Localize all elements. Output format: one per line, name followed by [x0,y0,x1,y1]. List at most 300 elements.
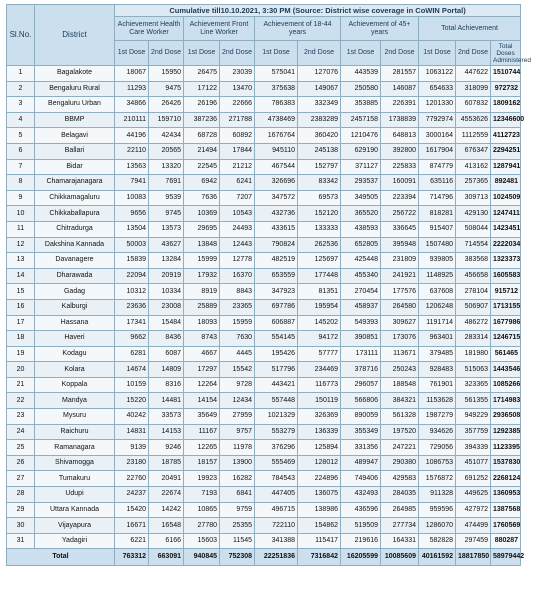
row-value: 383568 [456,253,491,269]
row-value: 297459 [456,533,491,549]
row-value: 10083 [115,190,149,206]
row-value: 392800 [381,143,419,159]
header-2nd-dose: 2nd Dose [220,41,255,66]
row-value: 1760569 [491,518,521,534]
total-value: 763312 [115,549,149,566]
row-value: 50003 [115,237,149,253]
row-value: 7636 [184,190,220,206]
row-value: 7792974 [419,112,456,128]
row-value: 6166 [149,533,184,549]
row-value: 9728 [220,377,255,393]
row-slno: 10 [7,206,35,222]
row-value: 136339 [298,424,341,440]
row-value: 561328 [381,409,419,425]
row-value: 1123395 [491,440,521,456]
row-value: 16370 [220,268,255,284]
row-slno: 17 [7,315,35,331]
row-value: 250580 [341,81,381,97]
row-value: 17341 [115,315,149,331]
row-slno: 9 [7,190,35,206]
row-value: 247221 [381,440,419,456]
table-row [7,190,521,206]
row-value: 1443546 [491,362,521,378]
row-value: 9539 [149,190,184,206]
row-value: 278104 [456,284,491,300]
row-value: 283314 [456,331,491,347]
row-value: 8436 [149,331,184,347]
row-value: 225833 [381,159,419,175]
row-value: 1714983 [491,393,521,409]
row-value: 945110 [255,143,298,159]
row-value: 489947 [341,455,381,471]
row-value: 24493 [220,221,255,237]
row-district: Kodagu [35,346,115,362]
row-value: 566806 [341,393,381,409]
row-district: Chikkaballapura [35,206,115,222]
row-district: Bidar [35,159,115,175]
row-value: 12346600 [491,112,521,128]
total-value: 18817850 [456,549,491,566]
row-value: 250243 [381,362,419,378]
row-value: 9246 [149,440,184,456]
row-district: Bagalakote [35,66,115,82]
table-row [7,487,521,503]
row-value: 939805 [419,253,456,269]
row-value: 890059 [341,409,381,425]
row-value: 607832 [456,97,491,113]
row-district: Haveri [35,331,115,347]
row-value: 635116 [419,175,456,191]
row-value: 456658 [456,268,491,284]
row-value: 482519 [255,253,298,269]
row-value: 508044 [456,221,491,237]
row-value: 7691 [149,175,184,191]
row-value: 554145 [255,331,298,347]
row-value: 23008 [149,299,184,315]
total-value: 7316842 [298,549,341,566]
row-value: 115417 [298,533,341,549]
row-value: 13573 [149,221,184,237]
row-district: Chamarajanagara [35,175,115,191]
row-value: 6942 [184,175,220,191]
row-value: 515063 [456,362,491,378]
row-value: 10334 [149,284,184,300]
row-value: 375638 [255,81,298,97]
row-value: 1617904 [419,143,456,159]
row-value: 197520 [381,424,419,440]
row-value: 1576872 [419,471,456,487]
row-value: 14242 [149,502,184,518]
total-value: 22251836 [255,549,298,566]
row-value: 915407 [419,221,456,237]
row-value: 880287 [491,533,521,549]
row-value: 1713155 [491,299,521,315]
row-value: 22094 [115,268,149,284]
row-value: 14154 [184,393,220,409]
row-value: 653559 [255,268,298,284]
row-value: 11293 [115,81,149,97]
row-district: Belagavi [35,128,115,144]
row-value: 553279 [255,424,298,440]
row-slno: 22 [7,393,35,409]
row-value: 136075 [298,487,341,503]
row-slno: 11 [7,221,35,237]
row-value: 355349 [341,424,381,440]
row-value: 195426 [255,346,298,362]
row-value: 697786 [255,299,298,315]
row-value: 1201330 [419,97,456,113]
table-row [7,362,521,378]
row-value: 557448 [255,393,298,409]
row-value: 749406 [341,471,381,487]
header-group-health-care: Achievement Health Care Worker [115,17,184,41]
row-value: 23365 [220,299,255,315]
row-value: 12443 [220,237,255,253]
row-value: 443539 [341,66,381,82]
row-value: 963401 [419,331,456,347]
row-value: 18157 [184,455,220,471]
row-value: 4667 [184,346,220,362]
header-1st-dose: 1st Dose [115,41,149,66]
row-value: 425448 [341,253,381,269]
row-value: 8316 [149,377,184,393]
table-row [7,128,521,144]
row-value: 145202 [298,315,341,331]
row-value: 20919 [149,268,184,284]
row-value: 714796 [419,190,456,206]
row-slno: 2 [7,81,35,97]
row-value: 14153 [149,424,184,440]
row-value: 15220 [115,393,149,409]
row-value: 714554 [456,237,491,253]
row-slno: 4 [7,112,35,128]
row-value: 81351 [298,284,341,300]
row-value: 15999 [184,253,220,269]
row-value: 309627 [381,315,419,331]
row-value: 347923 [255,284,298,300]
row-value: 33573 [149,409,184,425]
row-district: BBMP [35,112,115,128]
row-slno: 31 [7,533,35,549]
row-value: 181980 [456,346,491,362]
row-district: Kolara [35,362,115,378]
row-value: 19923 [184,471,220,487]
header-1st-dose: 1st Dose [341,41,381,66]
row-district: Davanagere [35,253,115,269]
row-value: 1021329 [255,409,298,425]
row-value: 17122 [184,81,220,97]
row-value: 21212 [220,159,255,175]
table-row [7,315,521,331]
row-value: 9759 [220,502,255,518]
header-2nd-dose: 2nd Dose [456,41,491,66]
row-value: 790824 [255,237,298,253]
row-district: Chikkamagaluru [35,190,115,206]
row-value: 10369 [184,206,220,222]
total-row [7,549,521,566]
row-value: 1507480 [419,237,456,253]
row-value: 555469 [255,455,298,471]
row-value: 12778 [220,253,255,269]
row-value: 20565 [149,143,184,159]
row-value: 245138 [298,143,341,159]
row-value: 729056 [419,440,456,456]
row-slno: 16 [7,299,35,315]
row-value: 9139 [115,440,149,456]
row-value: 16282 [220,471,255,487]
table-row [7,66,521,82]
row-value: 160091 [381,175,419,191]
row-slno: 13 [7,253,35,269]
row-value: 1148925 [419,268,456,284]
table-row [7,471,521,487]
row-value: 648813 [381,128,419,144]
row-value: 22666 [220,97,255,113]
row-value: 15603 [184,533,220,549]
row-value: 293537 [341,175,381,191]
table-row [7,377,521,393]
row-value: 3000164 [419,128,456,144]
row-value: 629190 [341,143,381,159]
row-district: Raichuru [35,424,115,440]
row-value: 68728 [184,128,220,144]
row-value: 371127 [341,159,381,175]
row-value: 173111 [341,346,381,362]
row-value: 1086753 [419,455,456,471]
row-value: 69573 [298,190,341,206]
row-value: 519509 [341,518,381,534]
total-label: Total [7,549,115,566]
row-value: 94172 [298,331,341,347]
total-value: 16205599 [341,549,381,566]
row-slno: 27 [7,471,35,487]
row-district: Hassana [35,315,115,331]
row-value: 127076 [298,66,341,82]
coverage-table [6,4,531,566]
row-value: 1063122 [419,66,456,82]
row-value: 606887 [255,315,298,331]
row-value: 911328 [419,487,456,503]
header-2nd-dose: 2nd Dose [298,41,341,66]
row-value: 10543 [220,206,255,222]
table-row [7,440,521,456]
row-slno: 28 [7,487,35,503]
row-value: 290380 [381,455,419,471]
row-value: 458937 [341,299,381,315]
row-value: 277734 [381,518,419,534]
row-value: 4112723 [491,128,521,144]
row-value: 17297 [184,362,220,378]
row-value: 1292385 [491,424,521,440]
row-value: 347572 [255,190,298,206]
row-value: 15420 [115,502,149,518]
row-value: 25355 [220,518,255,534]
header-1st-dose: 1st Dose [184,41,220,66]
row-value: 11167 [184,424,220,440]
row-district: Kalburgi [35,299,115,315]
total-value: 663091 [149,549,184,566]
row-value: 26196 [184,97,220,113]
row-value: 281557 [381,66,419,82]
row-value: 818281 [419,206,456,222]
row-value: 336645 [381,221,419,237]
row-value: 11545 [220,533,255,549]
row-value: 231809 [381,253,419,269]
row-value: 1153628 [419,393,456,409]
row-value: 360420 [298,128,341,144]
row-value: 486272 [456,315,491,331]
row-value: 177576 [381,284,419,300]
row-slno: 24 [7,424,35,440]
row-value: 234469 [298,362,341,378]
row-value: 496715 [255,502,298,518]
row-value: 224896 [298,471,341,487]
row-value: 264580 [381,299,419,315]
row-value: 125697 [298,253,341,269]
row-district: Ballari [35,143,115,159]
header-district: District [35,5,115,66]
total-value: 58979442 [491,549,521,566]
row-district: Mandya [35,393,115,409]
row-district: Vijayapura [35,518,115,534]
row-value: 449625 [456,487,491,503]
row-district: Dharawada [35,268,115,284]
row-value: 10865 [184,502,220,518]
row-value: 436596 [341,502,381,518]
row-value: 394339 [456,440,491,456]
row-value: 18785 [149,455,184,471]
row-value: 125894 [298,440,341,456]
row-value: 7941 [115,175,149,191]
row-value: 9745 [149,206,184,222]
row-value: 341388 [255,533,298,549]
row-value: 149067 [298,81,341,97]
row-value: 6221 [115,533,149,549]
row-value: 2222034 [491,237,521,253]
table-row [7,455,521,471]
row-value: 326696 [255,175,298,191]
row-value: 241921 [381,268,419,284]
row-value: 164331 [381,533,419,549]
row-value: 152120 [298,206,341,222]
row-value: 17932 [184,268,220,284]
row-value: 13563 [115,159,149,175]
row-value: 353885 [341,97,381,113]
row-value: 443421 [255,377,298,393]
row-value: 2268124 [491,471,521,487]
row-value: 549393 [341,315,381,331]
row-value: 173076 [381,331,419,347]
row-value: 1809162 [491,97,521,113]
row-district: Udupi [35,487,115,503]
row-value: 427972 [456,502,491,518]
row-value: 1191714 [419,315,456,331]
row-value: 7193 [184,487,220,503]
row-value: 9656 [115,206,149,222]
header-group-45-plus: Achievement of 45+ years [341,17,419,41]
row-value: 13504 [115,221,149,237]
row-value: 35649 [184,409,220,425]
row-value: 14831 [115,424,149,440]
row-value: 6087 [149,346,184,362]
row-value: 146087 [381,81,419,97]
table-row [7,143,521,159]
row-value: 13470 [220,81,255,97]
row-value: 270454 [341,284,381,300]
row-value: 257365 [456,175,491,191]
header-1st-dose: 1st Dose [255,41,298,66]
row-value: 16548 [149,518,184,534]
table-title: Cumulative till10.10.2021, 3:30 PM (Source: District wise coverage in CoWIN Portal) [115,5,521,17]
row-value: 1537830 [491,455,521,471]
row-value: 959596 [419,502,456,518]
row-value: 264985 [381,502,419,518]
row-slno: 19 [7,346,35,362]
header-2nd-dose: 2nd Dose [381,41,419,66]
row-value: 8843 [220,284,255,300]
total-value: 40161592 [419,549,456,566]
row-value: 13900 [220,455,255,471]
row-slno: 30 [7,518,35,534]
row-value: 83342 [298,175,341,191]
row-value: 10312 [115,284,149,300]
row-value: 1247411 [491,206,521,222]
row-value: 15959 [220,315,255,331]
row-value: 349505 [341,190,381,206]
row-slno: 12 [7,237,35,253]
row-value: 150119 [298,393,341,409]
row-value: 44196 [115,128,149,144]
row-value: 133333 [298,221,341,237]
row-value: 455340 [341,268,381,284]
row-value: 390851 [341,331,381,347]
row-value: 691252 [456,471,491,487]
row-value: 128012 [298,455,341,471]
row-slno: 23 [7,409,35,425]
row-value: 447622 [456,66,491,82]
row-value: 256722 [381,206,419,222]
row-value: 138986 [298,502,341,518]
row-district: Yadagiri [35,533,115,549]
row-value: 1112559 [456,128,491,144]
row-slno: 25 [7,440,35,456]
row-value: 474499 [456,518,491,534]
row-value: 384321 [381,393,419,409]
row-value: 14674 [115,362,149,378]
table-row [7,409,521,425]
row-value: 6281 [115,346,149,362]
row-value: 1387568 [491,502,521,518]
row-value: 152797 [298,159,341,175]
row-value: 972732 [491,81,521,97]
row-value: 722110 [255,518,298,534]
table-row [7,268,521,284]
row-value: 27959 [220,409,255,425]
row-value: 24237 [115,487,149,503]
table-row [7,97,521,113]
row-value: 1210476 [341,128,381,144]
row-district: Mysuru [35,409,115,425]
row-slno: 3 [7,97,35,113]
row-value: 561355 [456,393,491,409]
row-value: 331356 [341,440,381,456]
row-value: 1287941 [491,159,521,175]
row-value: 113671 [381,346,419,362]
row-district: Bengaluru Rural [35,81,115,97]
row-value: 60892 [220,128,255,144]
row-value: 15484 [149,315,184,331]
row-value: 4553626 [456,112,491,128]
